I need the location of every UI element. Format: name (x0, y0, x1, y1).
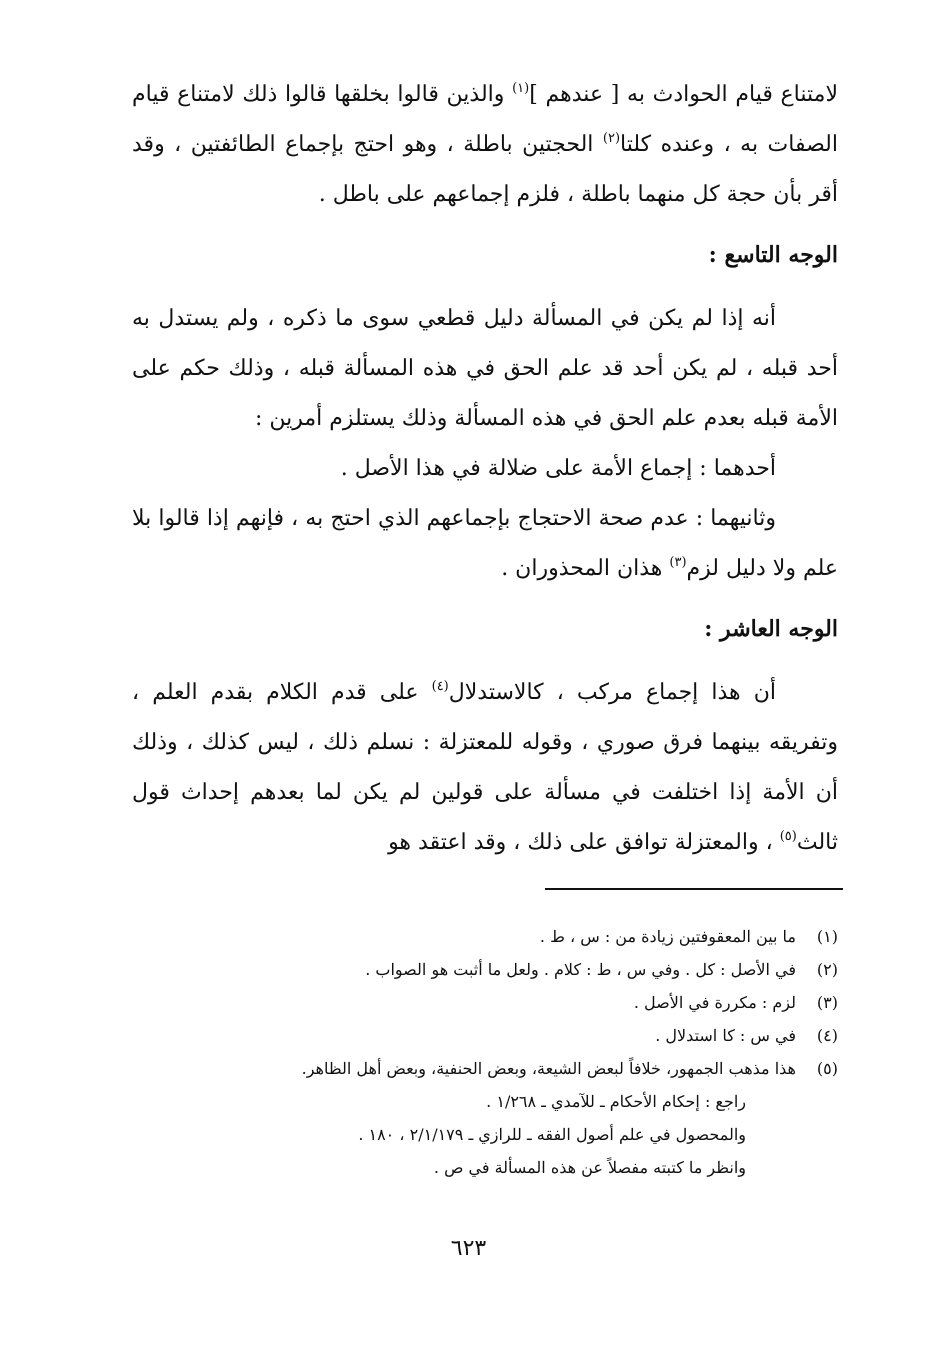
paragraph-3 (132, 668, 838, 868)
footnote-5-reference: وانظر ما كتبته مفصلاً عن هذه المسألة في ص . (433, 1158, 746, 1177)
p3-part-b: على قدم الكلام بقدم العلم ، وتفريقه بينهما فرق صوري ، وقوله للمعتزلة : نسلم ذلك ، ليس كذلك ، وذلك أن الأمة إذا اختلفت في مسألة على قولين لم يكن لما بعدهم إحداث قول ثالث (132, 680, 838, 855)
footnote-item (138, 1052, 838, 1184)
footnote-number: (٤) (816, 1026, 838, 1045)
footnote-5-main: هذا مذهب الجمهور، خلافاً لبعض الشيعة، وبعض الحنفية، وبعض أهل الظاهر. (301, 1059, 796, 1078)
paragraph-2 (132, 294, 838, 594)
heading-ninth-aspect: الوجه التاسع : (708, 242, 838, 268)
page-number: ٦٢٣ (450, 1236, 487, 1261)
footnote-5-reference: والمحصول في علم أصول الفقه ـ للرازي ـ ٢/١/١٧٩ ، ١٨٠ . (358, 1125, 746, 1144)
footnote-text: في الأصل : كل . وفي س ، ط : كلام . ولعل ما أثبت هو الصواب . (365, 960, 796, 979)
footnote-item (138, 920, 838, 953)
footnote-number: (٥) (816, 1059, 838, 1078)
footnote-text (302, 1052, 796, 1184)
footnote-ref-1[interactable]: (١) (512, 81, 530, 96)
paragraph-2-text: أنه إذا لم يكن في المسألة دليل قطعي سوى ما ذكره ، ولم يستدل به أحد قبله ، لم يكن أحد قد علم الحق في هذه المسألة قبله ، وذلك حكم على الأمة قبله بعدم علم الحق في هذه المسألة وذلك يستلزم أمرين : (132, 306, 838, 431)
paragraph-1 (132, 70, 838, 220)
second-consequence-a: وثانيهما : عدم صحة الاحتجاج بإجماعهم الذي احتج به ، فإنهم إذا قالوا بلا علم ولا دليل لزم (132, 506, 838, 581)
footnote-ref-5[interactable]: (٥) (779, 829, 797, 844)
p3-part-a: أن هذا إجماع مركب ، كالاستدلال (448, 680, 776, 705)
footnotes (138, 920, 838, 1184)
p1-part-a: لامتناع قيام الحوادث به [ عندهم ] (529, 82, 838, 107)
second-consequence (132, 494, 838, 594)
second-consequence-b: هذان المحذوران . (501, 556, 670, 581)
footnote-ref-3[interactable]: (٣) (669, 555, 687, 570)
footnote-text: لزم : مكررة في الأصل . (633, 993, 796, 1012)
footnote-number: (٣) (816, 993, 838, 1012)
footnote-item (138, 953, 838, 986)
first-consequence: أحدهما : إجماع الأمة على ضلالة في هذا الأصل . (340, 456, 776, 481)
footnote-ref-2[interactable]: (٢) (602, 131, 621, 146)
footnote-number: (٢) (816, 960, 838, 979)
footnote-divider (545, 888, 843, 890)
main-text (132, 70, 838, 872)
paragraph-1-text (132, 70, 838, 220)
footnote-item (138, 986, 838, 1019)
footnote-item (138, 1019, 838, 1052)
footnote-number: (١) (816, 927, 838, 946)
paragraph-3-text (132, 668, 838, 868)
p1-part-c: الحجتين باطلة ، وهو احتج بإجماع الطائفتين ، وقد أقر بأن حجة كل منهما باطلة ، فلزم إجماعهم على باطل . (132, 132, 838, 207)
footnote-ref-4[interactable]: (٤) (431, 679, 449, 694)
footnote-text: في س : كا استدلال . (655, 1026, 796, 1045)
p3-part-c: ، والمعتزلة توافق على ذلك ، وقد اعتقد هو (388, 830, 780, 855)
p1-part-b: والذين قالوا بخلقها قالوا ذلك لامتناع قيام الصفات به ، وعنده كلتا (132, 82, 838, 157)
heading-tenth-aspect: الوجه العاشر : (704, 616, 838, 642)
footnote-5-reference: راجع : إحكام الأحكام ـ للآمدي ـ ١/٢٦٨ . (486, 1092, 746, 1111)
footnote-text: ما بين المعقوفتين زيادة من : س ، ط . (539, 927, 796, 946)
